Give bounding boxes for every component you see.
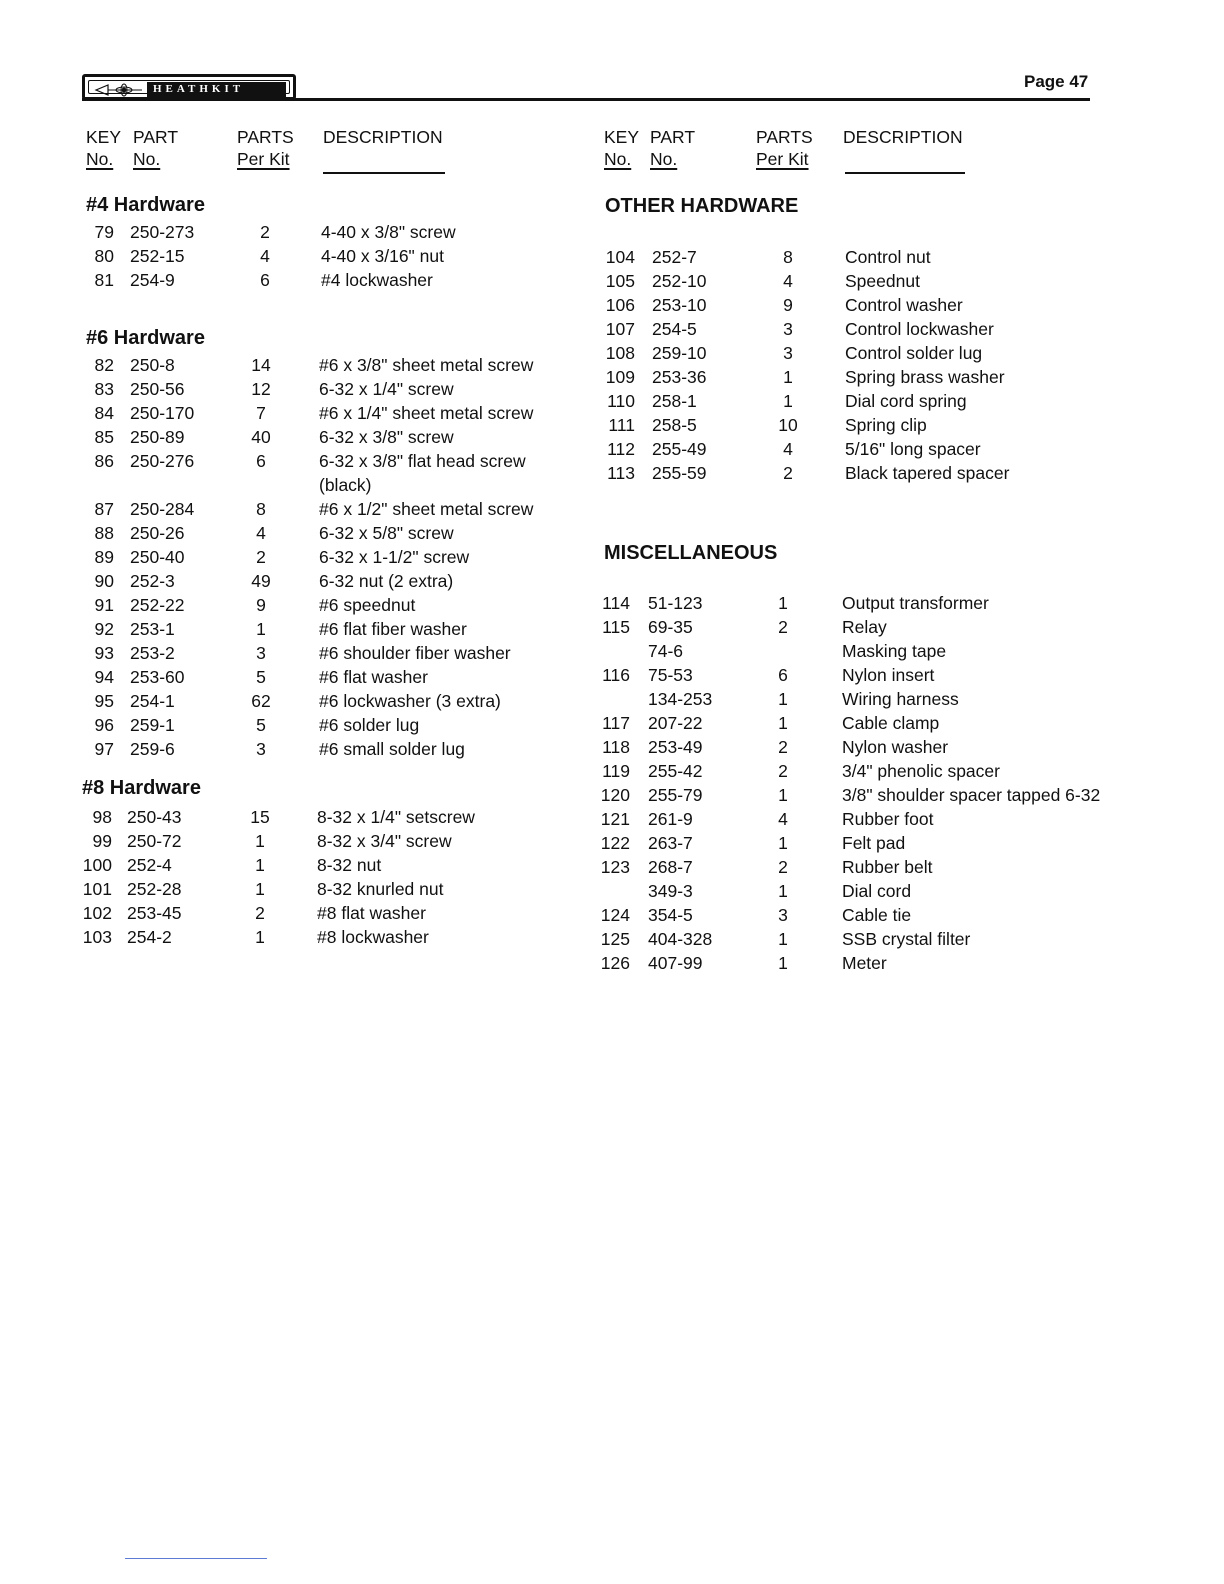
description: #6 flat fiber washer [319,619,467,639]
key-number: 125 [600,929,630,949]
part-number: 254-1 [130,691,175,711]
parts-per-kit: 1 [783,367,793,387]
description: #6 flat washer [319,667,428,687]
description: Rubber belt [842,857,933,877]
description: #4 lockwasher [321,270,433,290]
key-number: 89 [94,547,114,567]
parts-per-kit: 49 [251,571,271,591]
description: 8-32 nut [317,855,382,875]
description: #6 x 3/8" sheet metal screw [319,355,534,375]
key-number: 93 [94,643,114,663]
key-number: 80 [94,246,114,266]
key-number: 123 [600,857,630,877]
parts-per-kit: 12 [251,379,271,399]
part-number: 252-4 [127,855,172,875]
parts-per-kit: 4 [256,523,266,543]
table-row [0,759,1224,783]
part-number: 268-7 [648,857,693,877]
section-title-hw4: #4 Hardware [86,194,205,216]
key-number: 113 [607,463,635,483]
key-number: 119 [602,761,630,781]
part-number: 250-8 [130,355,175,375]
description: Wiring harness [842,689,959,709]
part-number: 407-99 [648,953,703,973]
part-number: 250-40 [130,547,185,567]
col-key-header-left [86,126,121,170]
col-part-header-right [650,126,695,170]
key-number: 120 [600,785,630,805]
part-number: 253-45 [127,903,182,923]
parts-per-kit: 1 [255,831,265,851]
key-number: 124 [600,905,630,925]
table-row [0,269,1224,293]
table-row [0,591,1224,615]
key-number: 87 [94,499,114,519]
key-number: 116 [602,665,630,685]
description: 8-32 knurled nut [317,879,444,899]
heathkit-emblem-icon [94,83,144,97]
parts-per-kit: 8 [783,247,793,267]
key-number: 96 [94,715,114,735]
description: 6-32 x 3/8" flat head screw [319,451,526,471]
footer-rule [125,1558,267,1559]
description: 6-32 x 3/8" screw [319,427,454,447]
col-part-label: PART [133,127,179,147]
part-number: 69-35 [648,617,693,637]
description: Dial cord spring [845,391,967,411]
key-number: 108 [605,343,635,363]
parts-per-kit: 3 [783,319,793,339]
description: #6 speednut [319,595,416,615]
table-row [0,341,1224,365]
key-number: 82 [94,355,114,375]
part-number: 253-60 [130,667,185,687]
parts-per-kit: 10 [778,415,798,435]
col-part-no-label: No. [650,149,678,169]
description: Dial cord [842,881,912,901]
desc-underline-left [323,172,445,174]
col-desc-header-left [323,126,443,148]
parts-per-kit: 1 [778,929,788,949]
key-number: 101 [82,879,112,899]
col-desc-label: DESCRIPTION [843,127,963,147]
table-row [0,831,1224,855]
table-row [0,245,1224,269]
part-number: 254-9 [130,270,175,290]
part-number: 75-53 [648,665,693,685]
description: 8-32 x 3/4" screw [317,831,452,851]
parts-per-kit: 4 [778,809,788,829]
parts-per-kit: 9 [256,595,266,615]
description: Speednut [845,271,920,291]
part-number: 404-328 [648,929,713,949]
key-number: 83 [94,379,114,399]
part-number: 349-3 [648,881,693,901]
col-key-label: KEY [86,127,122,147]
part-number: 263-7 [648,833,693,853]
parts-per-kit: 5 [256,715,266,735]
table-row [0,389,1224,413]
description: 3/8" shoulder spacer tapped 6-32 [842,785,1101,805]
part-number: 250-43 [127,807,182,827]
parts-per-kit: 6 [778,665,788,685]
description: Meter [842,953,887,973]
key-number: 84 [94,403,114,423]
key-number: 105 [605,271,635,291]
description: 6-32 x 1-1/2" screw [319,547,470,567]
parts-per-kit: 14 [251,355,271,375]
description: Control washer [845,295,963,315]
col-parts-label: PARTS [237,127,294,147]
description: Spring clip [845,415,927,435]
part-number: 134-253 [648,689,713,709]
part-number: 253-1 [130,619,175,639]
parts-per-kit: 2 [783,463,793,483]
table-row [0,293,1224,317]
part-number: 255-42 [648,761,703,781]
description: Cable tie [842,905,912,925]
table-row [0,879,1224,903]
key-number: 94 [94,667,114,687]
parts-per-kit: 62 [251,691,271,711]
parts-per-kit: 1 [778,881,788,901]
part-number: 250-89 [130,427,185,447]
key-number: 122 [600,833,630,853]
table-row [0,365,1224,389]
key-number: 115 [602,617,630,637]
key-number: 102 [82,903,112,923]
key-number: 107 [605,319,635,339]
table-row [0,663,1224,687]
col-part-no-label: No. [133,149,161,169]
description: #6 small solder lug [319,739,465,759]
parts-per-kit: 40 [251,427,271,447]
description: Nylon washer [842,737,949,757]
parts-per-kit: 1 [783,391,793,411]
table-row [0,687,1224,711]
description: Spring brass washer [845,367,1005,387]
part-number: 51-123 [648,593,703,613]
part-number: 250-26 [130,523,185,543]
key-number: 106 [605,295,635,315]
key-number: 88 [94,523,114,543]
table-row [0,735,1224,759]
key-number: 110 [607,391,635,411]
description: Control solder lug [845,343,983,363]
heathkit-logo [82,74,296,100]
parts-per-kit: 8 [256,499,266,519]
description: SSB crystal filter [842,929,971,949]
col-desc-header-right [843,126,963,148]
key-number: 103 [82,927,112,947]
description: Control lockwasher [845,319,994,339]
col-part-header-left [133,126,178,170]
description: Rubber foot [842,809,934,829]
parts-per-kit: 3 [778,905,788,925]
description: Black tapered spacer [845,463,1010,483]
parts-per-kit: 1 [255,879,265,899]
key-number: 99 [92,831,112,851]
table-row [0,903,1224,927]
key-number: 91 [94,595,114,615]
table-row [0,461,1224,485]
parts-per-kit: 6 [256,451,266,471]
part-number: 74-6 [648,641,684,661]
parts-per-kit: 4 [783,271,793,291]
description: Cable clamp [842,713,940,733]
parts-per-kit: 9 [783,295,793,315]
parts-per-kit: 5 [256,667,266,687]
desc-underline-right [845,172,965,174]
table-row [0,783,1224,807]
description-continuation: (black) [319,475,372,495]
key-number: 86 [94,451,114,471]
part-number: 250-273 [130,222,195,242]
part-number: 254-5 [652,319,697,339]
col-parts-header-left [237,126,294,170]
description: Control nut [845,247,931,267]
part-number: 252-3 [130,571,175,591]
parts-per-kit: 3 [783,343,793,363]
description: #6 x 1/2" sheet metal screw [319,499,534,519]
parts-per-kit: 2 [778,761,788,781]
parts-per-kit: 2 [256,547,266,567]
parts-per-kit: 2 [778,737,788,757]
parts-per-kit: 2 [778,617,788,637]
parts-per-kit: 7 [256,403,266,423]
key-number: 81 [94,270,114,290]
table-row [0,569,1224,593]
col-part-label: PART [650,127,696,147]
part-number: 250-170 [130,403,195,423]
parts-per-kit: 3 [256,739,266,759]
col-desc-label: DESCRIPTION [323,127,443,147]
key-number: 121 [600,809,630,829]
col-parts-label: PARTS [756,127,813,147]
part-number: 261-9 [648,809,693,829]
header-rule [82,98,1090,101]
key-number: 104 [605,247,635,267]
key-number: 92 [94,619,114,639]
table-row [0,497,1224,521]
part-number: 354-5 [648,905,693,925]
description: 4-40 x 3/8" screw [321,222,456,242]
key-number: 85 [94,427,114,447]
parts-per-kit: 1 [778,833,788,853]
part-number: 207-22 [648,713,703,733]
parts-per-kit: 1 [778,713,788,733]
parts-per-kit: 2 [778,857,788,877]
parts-per-kit: 2 [255,903,265,923]
parts-per-kit: 1 [778,689,788,709]
parts-per-kit: 1 [778,593,788,613]
col-key-no-label: No. [604,149,632,169]
table-row [0,951,1224,975]
description: #6 lockwasher (3 extra) [319,691,501,711]
section-title-hw8: #8 Hardware [82,777,201,799]
description: 6-32 x 1/4" screw [319,379,454,399]
part-number: 252-15 [130,246,185,266]
table-row [0,711,1224,735]
section-title-other-hardware: OTHER HARDWARE [605,195,799,217]
part-number: 255-79 [648,785,703,805]
table-row [0,807,1224,831]
parts-per-kit: 4 [783,439,793,459]
description: #8 flat washer [317,903,426,923]
col-key-header-right [604,126,639,170]
part-number: 253-10 [652,295,707,315]
parts-per-kit: 1 [778,785,788,805]
brand-name: HEATHKIT [147,82,286,97]
part-number: 252-28 [127,879,182,899]
parts-per-kit: 1 [256,619,266,639]
description: Nylon insert [842,665,935,685]
parts-per-kit: 15 [250,807,270,827]
page-number: Page 47 [1024,72,1089,91]
table-row [0,639,1224,663]
parts-per-kit: 2 [260,222,270,242]
key-number: 117 [602,713,630,733]
key-number: 109 [605,367,635,387]
parts-per-kit: 1 [255,927,265,947]
table-row [0,615,1224,639]
part-number: 259-1 [130,715,175,735]
parts-per-kit: 3 [256,643,266,663]
key-number: 79 [94,222,114,242]
col-per-kit-label: Per Kit [237,149,290,169]
description: #6 solder lug [319,715,420,735]
parts-per-kit: 4 [260,246,270,266]
description: #8 lockwasher [317,927,429,947]
part-number: 252-7 [652,247,697,267]
part-number: 253-49 [648,737,703,757]
part-number: 252-22 [130,595,185,615]
key-number: 111 [608,415,635,435]
key-number: 90 [94,571,114,591]
key-number: 126 [600,953,630,973]
description: Masking tape [842,641,947,661]
parts-per-kit: 6 [260,270,270,290]
part-number: 253-2 [130,643,175,663]
part-number: 258-1 [652,391,697,411]
part-number: 259-6 [130,739,175,759]
part-number: 258-5 [652,415,697,435]
table-row [0,220,1224,244]
table-row [0,437,1224,461]
part-number: 250-56 [130,379,185,399]
table-row [0,927,1224,951]
key-number: 98 [92,807,112,827]
description: 4-40 x 3/16" nut [321,246,444,266]
part-number: 250-72 [127,831,182,851]
key-number: 112 [607,439,635,459]
part-number: 250-284 [130,499,195,519]
description: #6 shoulder fiber washer [319,643,511,663]
part-number: 259-10 [652,343,707,363]
section-title-miscellaneous: MISCELLANEOUS [604,542,778,564]
table-row [0,855,1224,879]
description: 6-32 x 5/8" screw [319,523,454,543]
col-key-no-label: No. [86,149,114,169]
key-number: 95 [94,691,114,711]
parts-per-kit: 1 [255,855,265,875]
part-number: 253-36 [652,367,707,387]
table-row [0,317,1224,341]
part-number: 255-49 [652,439,707,459]
col-per-kit-label: Per Kit [756,149,809,169]
part-number: 252-10 [652,271,707,291]
key-number: 114 [602,593,630,613]
part-number: 250-276 [130,451,195,471]
key-number: 100 [82,855,112,875]
description: 6-32 nut (2 extra) [319,571,454,591]
description: Felt pad [842,833,906,853]
table-row [0,413,1224,437]
description: Relay [842,617,887,637]
description: 8-32 x 1/4" setscrew [317,807,475,827]
description: #6 x 1/4" sheet metal screw [319,403,534,423]
logo-frame [88,80,290,94]
section-title-hw6: #6 Hardware [86,327,205,349]
part-number: 254-2 [127,927,172,947]
description: 5/16" long spacer [845,439,981,459]
parts-per-kit: 1 [778,953,788,973]
key-number: 118 [602,737,630,757]
key-number: 97 [94,739,114,759]
part-number: 255-59 [652,463,707,483]
description: Output transformer [842,593,989,613]
description: 3/4" phenolic spacer [842,761,1000,781]
col-key-label: KEY [604,127,640,147]
col-parts-header-right [756,126,813,170]
